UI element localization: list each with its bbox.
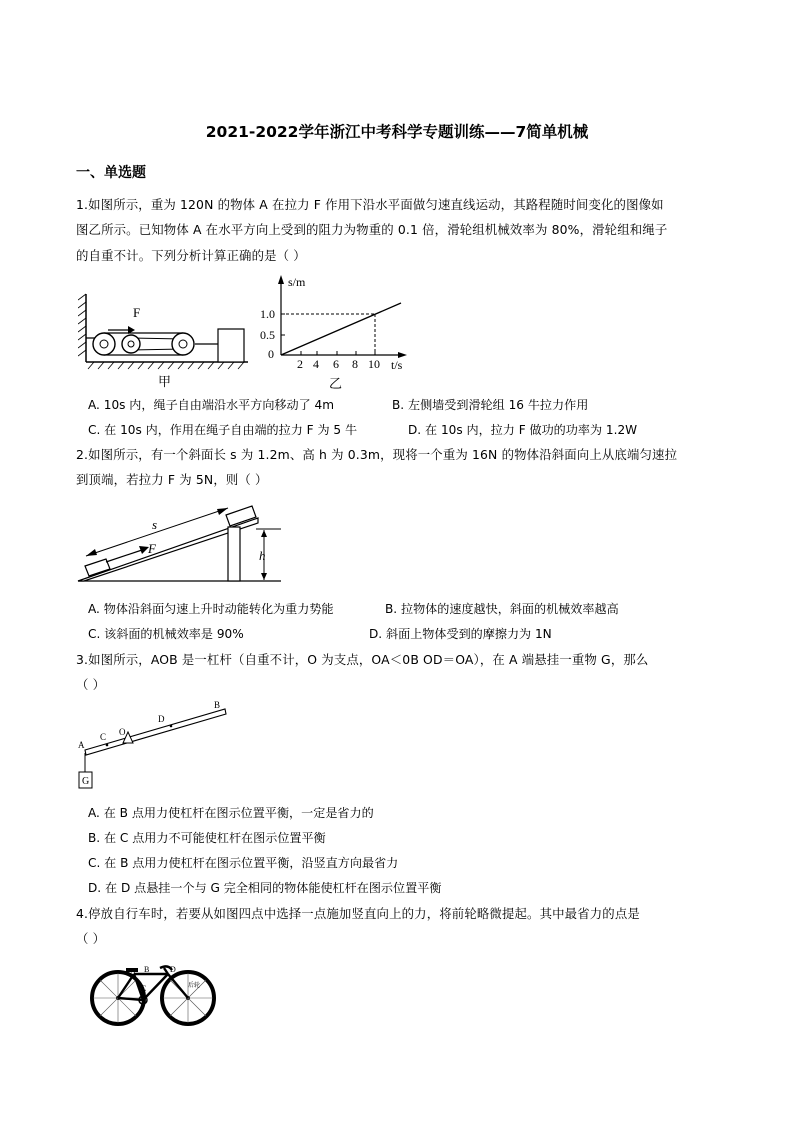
y-tick-1: 1.0: [260, 307, 275, 321]
q3-option-d[interactable]: D. 在 D 点悬挂一个与 G 完全相同的物体能使杠杆在图示位置平衡: [88, 881, 442, 895]
figure-jia-caption: 甲: [158, 374, 172, 389]
point-o-label: O: [119, 727, 126, 737]
y-tick-0.5: 0.5: [260, 328, 275, 342]
question-2-line-1: 2.如图所示，有一个斜面长 s 为 1.2m、高 h 为 0.3m，现将一个重为 16N 的物体沿斜面向上从底端匀速拉: [76, 447, 678, 462]
q3-option-c[interactable]: C. 在 B 点用力使杠杆在图示位置平衡，沿竖直方向最省力: [88, 856, 399, 870]
question-4-line-2: （ ）: [76, 931, 106, 946]
point-d-label: D: [158, 714, 165, 724]
section-heading: 一、单选题: [76, 165, 146, 181]
y-axis-label: s/m: [288, 275, 306, 289]
weight-g-label: G: [82, 776, 90, 787]
x-tick-10: 10: [368, 357, 380, 371]
wheel-label: 后轮: [188, 983, 201, 989]
pulley-system-figure: [78, 292, 258, 394]
question-4-line-1: 4.停放自行车时，若要从如图四点中选择一点施加竖直向上的力，将前轮略微提起。其中最省力的点是: [76, 906, 640, 921]
q3-option-a[interactable]: A. 在 B 点用力使杠杆在图示位置平衡，一定是省力的: [88, 806, 374, 820]
question-1-line-1: 1.如图所示，重为 120N 的物体 A 在拉力 F 作用下沿水平面做匀速直线运动，其路程随时间变化的图像如: [76, 197, 664, 212]
x-tick-2: 2: [297, 357, 303, 371]
x-axis-label: t/s: [391, 358, 403, 372]
question-3-line-2: （ ）: [76, 677, 106, 692]
question-1-line-2: 图乙所示。已知物体 A 在水平方向上受到的阻力为物重的 0.1 倍，滑轮组机械效率为 80%，滑轮组和绳子: [76, 222, 668, 237]
incline-figure: [76, 496, 286, 588]
q2-option-c[interactable]: C. 该斜面的机械效率是 90%: [88, 627, 244, 641]
point-b-label: B: [144, 965, 150, 974]
s-label: s: [152, 517, 158, 532]
q1-option-d[interactable]: D. 在 10s 内，拉力 F 做功的功率为 1.2W: [408, 423, 638, 437]
x-tick-4: 4: [313, 357, 319, 371]
origin-label: 0: [268, 347, 274, 361]
x-tick-8: 8: [352, 357, 358, 371]
point-b-label: B: [214, 700, 221, 710]
q2-option-a[interactable]: A. 物体沿斜面匀速上升时动能转化为重力势能: [88, 602, 334, 616]
point-c-label: C: [141, 984, 147, 993]
question-2-line-2: 到顶端，若拉力 F 为 5N，则（ ）: [76, 472, 268, 487]
point-c-label: C: [100, 732, 107, 742]
question-3-line-1: 3.如图所示，AOB 是一杠杆（自重不计，O 为支点，OA＜0B OD＝OA），在 A 端悬挂一重物 G，那么: [76, 652, 649, 667]
page-title: 2021-2022学年浙江中考科学专题训练——7简单机械: [205, 123, 589, 141]
q1-option-b[interactable]: B. 左侧墙受到滑轮组 16 牛拉力作用: [392, 398, 589, 412]
s-t-graph: [260, 272, 410, 394]
x-tick-6: 6: [333, 357, 339, 371]
point-a-label: A: [78, 740, 85, 750]
q1-option-c[interactable]: C. 在 10s 内，作用在绳子自由端的拉力 F 为 5 牛: [88, 423, 358, 437]
point-a-label: A: [130, 967, 136, 976]
force-f-label: F: [133, 305, 141, 320]
figure-yi-caption: 乙: [329, 376, 343, 391]
q2-option-d[interactable]: D. 斜面上物体受到的摩擦力为 1N: [369, 627, 552, 641]
point-d-label: D: [170, 965, 176, 974]
q1-option-a[interactable]: A. 10s 内，绳子自由端沿水平方向移动了 4m: [88, 398, 335, 412]
f-label: F: [148, 541, 156, 556]
q3-option-b[interactable]: B. 在 C 点用力不可能使杠杆在图示位置平衡: [88, 831, 326, 845]
q2-option-b[interactable]: B. 拉物体的速度越快，斜面的机械效率越高: [385, 602, 619, 616]
question-1-line-3: 的自重不计。下列分析计算正确的是（ ）: [76, 248, 306, 263]
lever-figure: [74, 698, 234, 794]
h-label: h: [259, 548, 266, 563]
bicycle-figure: [88, 960, 218, 1026]
